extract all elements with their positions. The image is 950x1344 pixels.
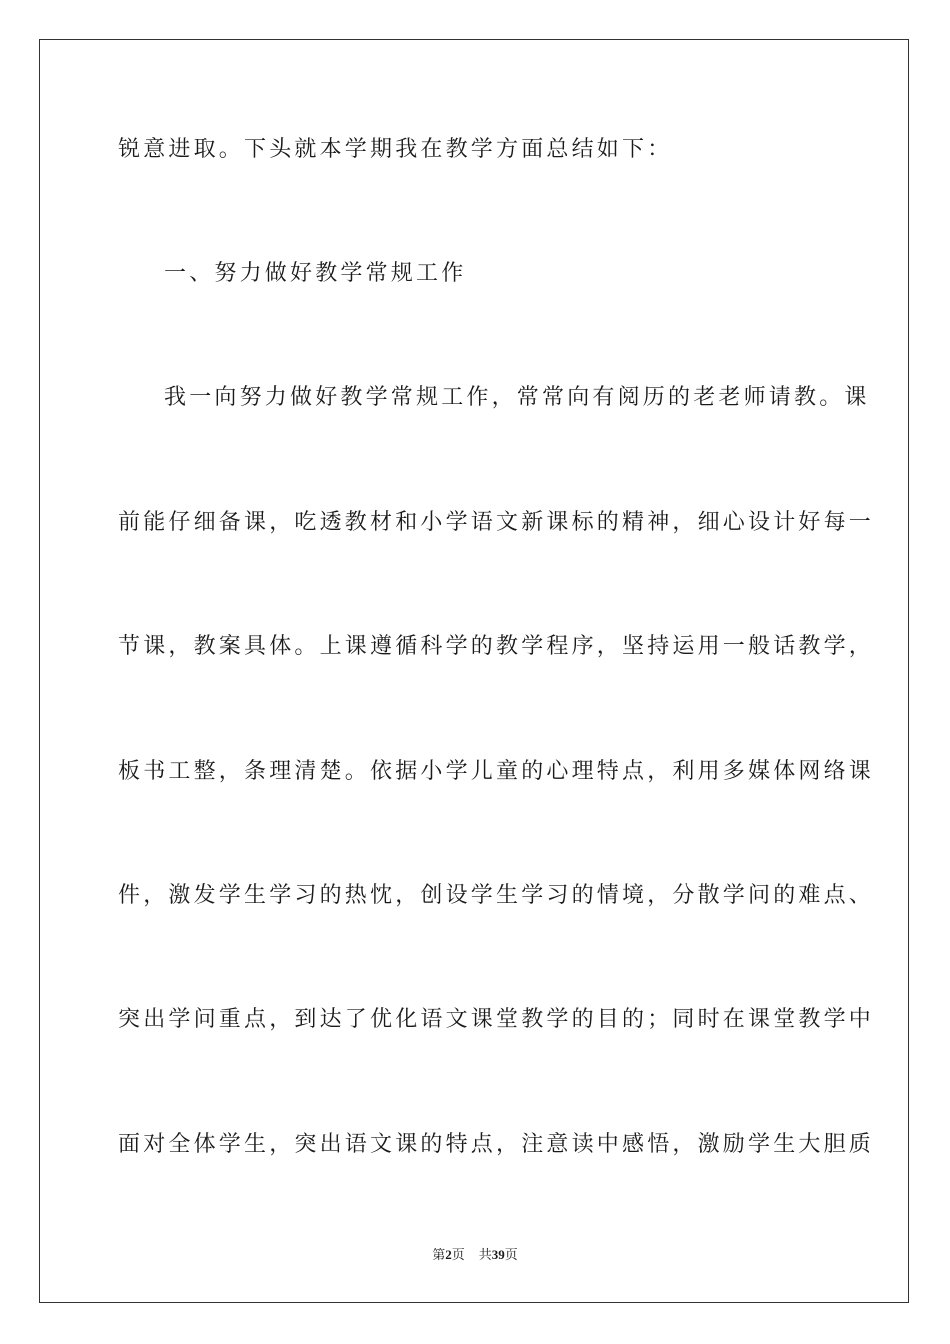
body-text-line: 我一向努力做好教学常规工作，常常向有阅历的老老师请教。课 [164,385,870,410]
total-label-suffix: 页 [504,1247,518,1262]
current-page-number: 2 [445,1247,452,1262]
section-heading: 一、努力做好教学常规工作 [164,261,467,286]
page-border [39,39,909,1303]
page-label-prefix: 第 [432,1247,446,1262]
body-text-line: 节课，教案具体。上课遵循科学的教学程序，坚持运用一般话教学， [118,634,875,659]
body-text-line: 件，激发学生学习的热忱，创设学生学习的情境，分散学问的难点、 [118,883,875,908]
body-text-line: 突出学问重点，到达了优化语文课堂教学的目的；同时在课堂教学中 [118,1007,875,1032]
body-text-line: 板书工整，条理清楚。依据小学儿童的心理特点，利用多媒体网络课 [118,759,875,784]
body-text-line: 面对全体学生，突出语文课的特点，注意读中感悟，激励学生大胆质 [118,1132,875,1157]
body-text-line: 锐意进取。下头就本学期我在教学方面总结如下： [118,137,673,162]
page-footer [0,1246,950,1264]
total-label-prefix: 共 [478,1247,492,1262]
total-page-count: 39 [491,1247,505,1262]
page-label-suffix: 页 [451,1247,465,1262]
body-text-line: 前能仔细备课，吃透教材和小学语文新课标的精神，细心设计好每一 [118,510,875,535]
